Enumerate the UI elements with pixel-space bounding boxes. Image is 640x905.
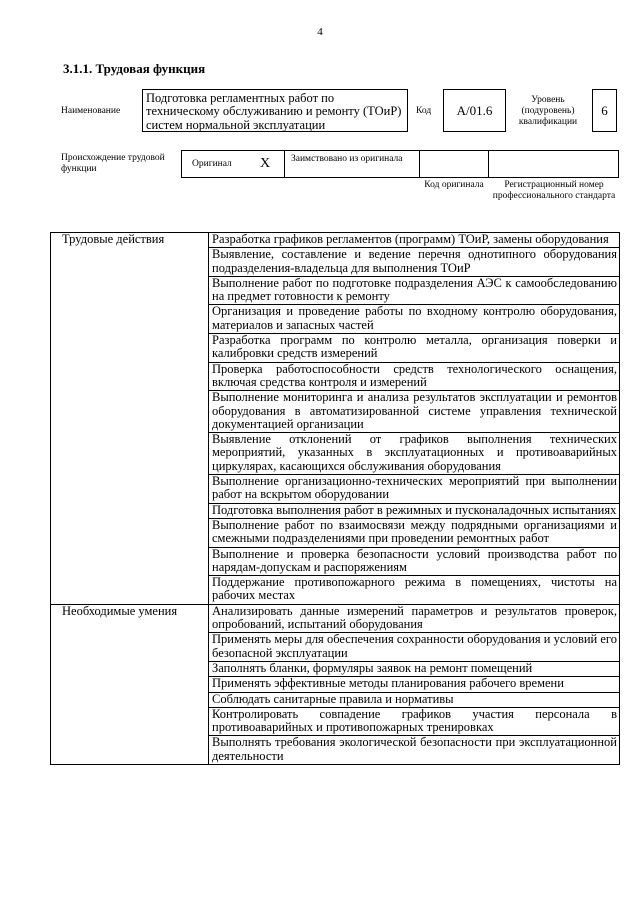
section-item: Выполнять требования экологической безопасности при эксплуатационной деятельности (209, 736, 620, 765)
function-table-body (51, 233, 620, 765)
section-item: Разработка программ по контролю металла, организация поверки и калибровки средств измерений (209, 334, 620, 363)
section-item: Соблюдать санитарные правила и нормативы (209, 692, 620, 707)
section-label: Трудовые действия (51, 233, 209, 605)
section-item: Анализировать данные измерений параметров и результатов проверок, опробований, испытаний оборудования (209, 604, 620, 633)
level-value-box (592, 89, 617, 132)
code-original-box (419, 150, 489, 178)
section-item: Контролировать совпадение графиков участия персонала в противоаварийных и противопожарных тренировках (209, 707, 620, 736)
section-item: Выполнение работ по взаимосвязи между подрядными организациями и смежными подразделениями при проведении ремонтных работ (209, 518, 620, 547)
section-title: 3.1.1. Трудовая функция (63, 61, 206, 76)
section-item: Проверка работоспособности средств технологического оснащения, включая средства контроля и измерений (209, 362, 620, 391)
section-item: Применять меры для обеспечения сохранности оборудования и условий его безопасной эксплуатации (209, 633, 620, 662)
page-number: 4 (317, 26, 323, 38)
section-item: Выполнение организационно-технических мероприятий при выполнении работ на вскрытом оборудовании (209, 475, 620, 504)
table-row (51, 233, 620, 248)
section-item: Организация и проведение работы по входному контролю оборудования, материалов и запасных частей (209, 305, 620, 334)
code-original-label: Код оригинала (424, 180, 484, 190)
section-item: Разработка графиков регламентов (программ) ТОиР, замены оборудования (209, 233, 620, 248)
section-item: Применять эффективные методы планирования рабочего времени (209, 677, 620, 692)
section-item: Выявление отклонений от графиков выполнения технических мероприятий, указанных в эксплуатационных и противоаварийных циркулярах, касающихся обслуживания оборудования (209, 433, 620, 475)
section-item: Выполнение и проверка безопасности условий производства работ по нарядам-допускам и распоряжениям (209, 547, 620, 576)
name-label: Наименование (61, 106, 121, 116)
reg-number-label: Регистрационный номер профессионального стандарта (492, 180, 616, 201)
section-item: Заполнять бланки, формуляры заявок на ремонт помещений (209, 661, 620, 676)
borrowed-box (284, 150, 420, 178)
level-label: Уровень (подуровень) квалификации (518, 95, 578, 127)
origin-label: Происхождение трудовой функции (61, 153, 165, 174)
section-label: Необходимые умения (51, 604, 209, 764)
section-item: Выполнение мониторинга и анализа результатов эксплуатации и ремонтов оборудования в автоматизированной системе управления технической документацией организации (209, 391, 620, 433)
original-mark: X (260, 156, 271, 171)
name-value: Подготовка регламентных работ по техническому обслуживанию и ремонту (ТОиР) систем нормальной эксплуатации (146, 91, 402, 132)
code-value-box (443, 89, 506, 132)
code-label: Код (416, 106, 432, 116)
section-item: Выявление, составление и ведение перечня однотипного оборудования подразделения-владельца для выполнения ТОиР (209, 248, 620, 277)
function-table (50, 232, 620, 765)
original-label: Оригинал (192, 159, 232, 169)
section-item: Выполнение работ по подготовке подразделения АЭС к самообследованию на предмет готовности к ремонту (209, 276, 620, 305)
section-item: Поддержание противопожарного режима в помещениях, чистоты на рабочих местах (209, 576, 620, 605)
level-value: 6 (601, 103, 608, 118)
original-box (181, 150, 285, 178)
reg-number-box (488, 150, 619, 178)
table-row (51, 604, 620, 633)
name-value-box (142, 89, 408, 132)
code-value: А/01.6 (456, 103, 493, 118)
borrowed-label: Заимствовано из оригинала (291, 154, 403, 164)
section-item: Подготовка выполнения работ в режимных и пусконаладочных испытаниях (209, 503, 620, 518)
